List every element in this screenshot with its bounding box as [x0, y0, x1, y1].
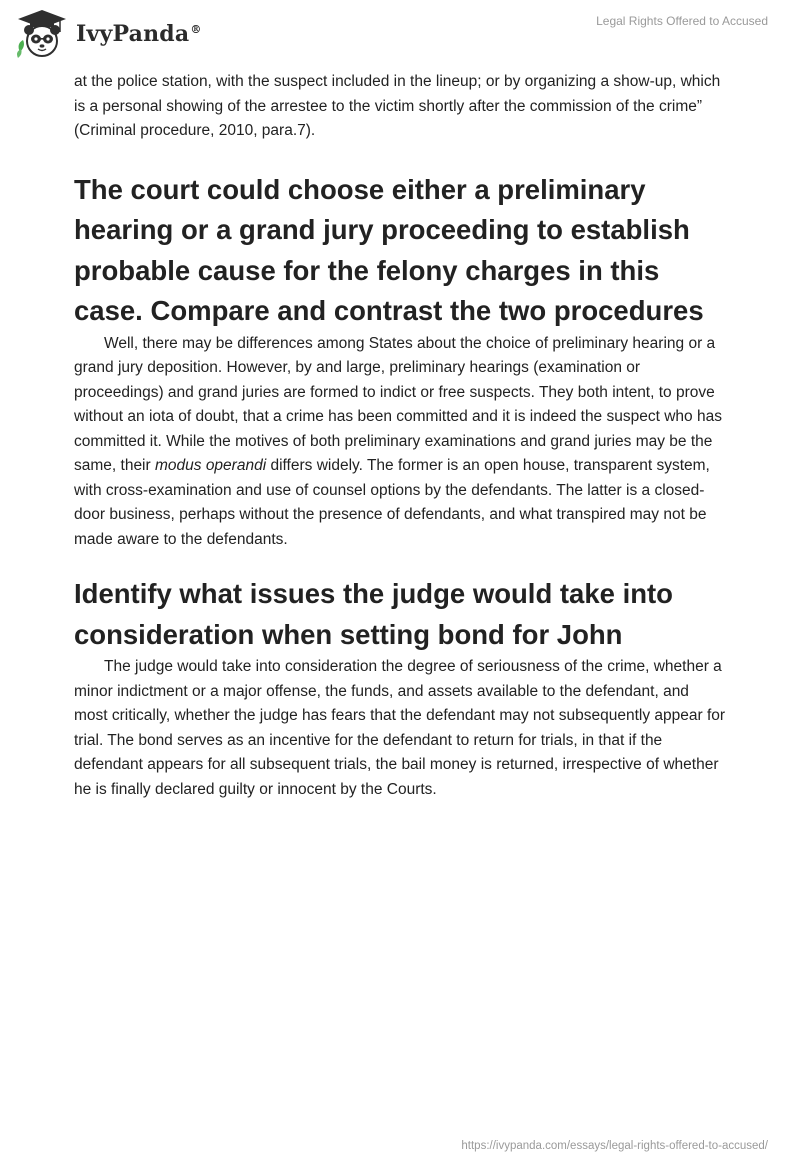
source-url[interactable]: https://ivypanda.com/essays/legal-rights-offered-to-accused/	[461, 1140, 768, 1152]
essay-content	[74, 70, 726, 802]
paragraph-bond: The judge would take into consideration the degree of seriousness of the crime, whether a minor indictment or a major offense, the funds, and assets available to the defendant, and most critically, whether the judge has fears that the defendant may not subsequently appear for trial. The bond serves as an incentive for the defendant to return for trials, in that if the defendant appears for all subsequent trials, the bail money is returned, irrespective of whether he is finally declared guilty or innocent by the Courts.	[74, 658, 726, 798]
panda-graduate-icon	[14, 8, 70, 60]
page-header	[0, 0, 800, 70]
italic-term: modus operandi	[154, 457, 267, 474]
brand-name: IvyPanda®	[76, 21, 202, 47]
running-title: Legal Rights Offered to Accused	[596, 14, 768, 28]
ivypanda-logo[interactable]	[14, 8, 202, 60]
section-heading-procedures: The court could choose either a preliminary hearing or a grand jury proceeding to establish probable cause for the felony charges in this case. Compare and contrast the two procedures	[74, 173, 704, 326]
paragraph-procedures: Well, there may be differences among States about the choice of preliminary hearing or a grand jury deposition. However, by and large, preliminary hearings (examination or proceedings) and grand juries are formed to indict or free suspects. They both intent, to prove without an iota of doubt, that a crime has been committed and it is indeed the suspect who has committed it. While the motives of both preliminary examinations and grand juries may be the same, their modus operandi differs widely. The former is an open house, transparent system, with cross-examination and use of counsel options by the defendants. The latter is a closed-door business, perhaps without the presence of defendants, and what transpired may not be made aware to the defendants.	[74, 334, 722, 548]
intro-paragraph: at the police station, with the suspect included in the lineup; or by organizing a show-up, which is a personal showing of the arrestee to the victim shortly after the commission of the crime” (Criminal procedure, 2010, para.7).	[74, 73, 721, 139]
section-heading-bond: Identify what issues the judge would take into consideration when setting bond for John	[74, 578, 673, 650]
